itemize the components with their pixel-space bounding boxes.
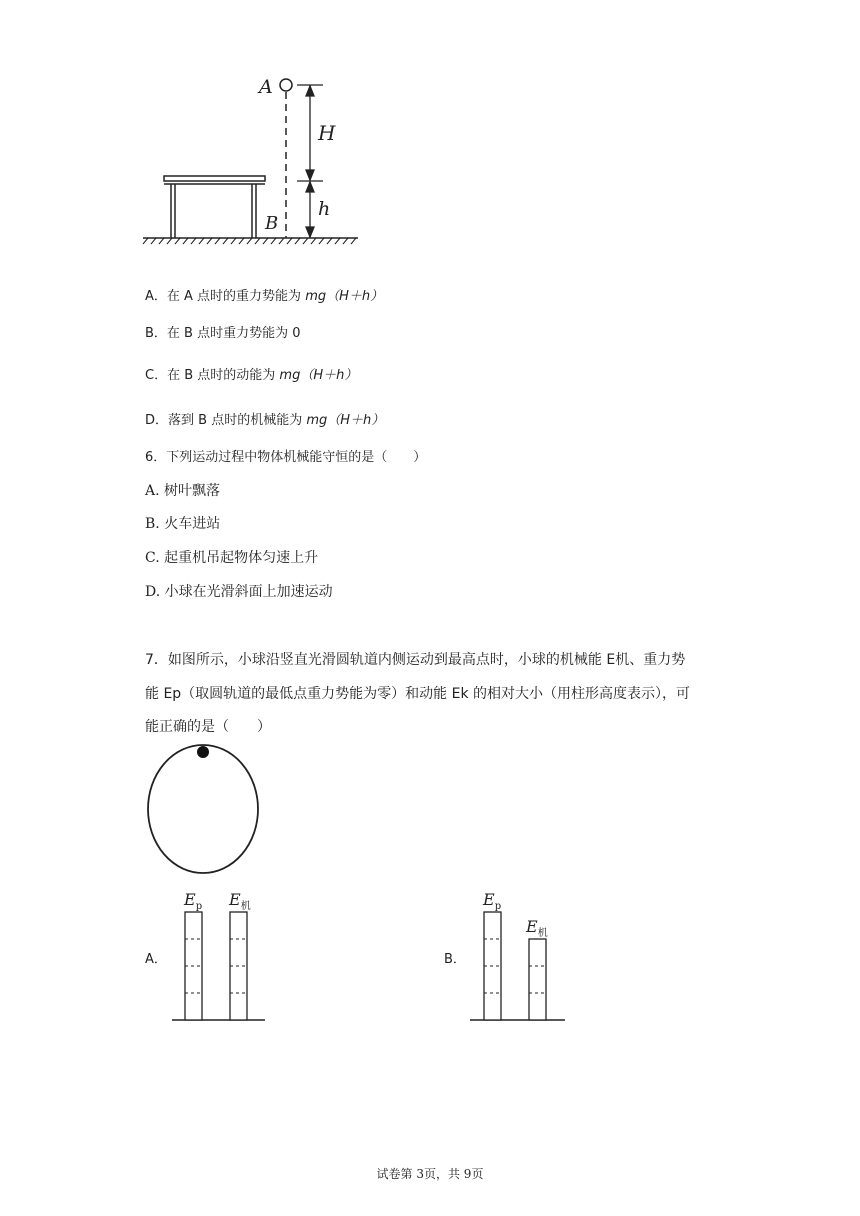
page-footer: 试卷第 3页，共 9页 [376, 1167, 484, 1181]
ball-a [280, 79, 292, 91]
falling-ball-figure [0, 0, 860, 260]
q7-option-a-label: A． [145, 952, 167, 967]
ep-sub-b: p [494, 901, 502, 912]
q5-option-a [145, 285, 383, 304]
svg-text:Ep [482, 890, 501, 912]
q5-option-d-text: D．落到 B 点时的机械能为 [145, 413, 307, 428]
q7-option-b-label: B． [444, 952, 466, 967]
q5-option-b [145, 322, 301, 341]
svg-text:E机 [525, 917, 548, 939]
q5-option-b-formula: 0 [292, 326, 301, 341]
emech-label-a: E [229, 890, 241, 909]
ep-sub-a: p [195, 901, 203, 912]
label-a: A [259, 76, 273, 98]
label-big-h: H [318, 121, 336, 145]
emech-sub-a: 机 [240, 901, 251, 912]
q5-option-c-formula: mg（H＋h） [279, 368, 358, 383]
circular-track-figure [0, 740, 300, 880]
label-small-h: h [318, 198, 331, 220]
emech-sub-b: 机 [537, 928, 548, 939]
q5-option-c [145, 364, 357, 383]
q5-option-d-formula: mg（H＋h） [306, 413, 385, 428]
q7-stem-line3: 能正确的是（ ） [145, 719, 271, 735]
ep-label-b: E [483, 890, 495, 909]
q5-option-d [145, 409, 384, 428]
q7-option-b-chart [0, 880, 700, 1030]
q5-option-b-text: B．在 B 点时重力势能为 [145, 326, 293, 341]
ball-top [197, 746, 209, 758]
q5-option-a-formula: mg（H＋h） [305, 289, 384, 304]
ep-label-a: E [184, 890, 196, 909]
table-shape [164, 176, 265, 238]
q6-stem: 6．下列运动过程中物体机械能守恒的是（ ） [145, 450, 427, 465]
q5-option-a-text: A．在 A 点时的重力势能为 [145, 289, 306, 304]
q6-option-b: B. 火车进站 [145, 516, 221, 532]
q7-stem-line2: 能 Ep（取圆轨道的最低点重力势能为零）和动能 Ek 的相对大小（用柱形高度表示），可 [145, 686, 691, 702]
q5-option-c-text: C．在 B 点时的动能为 [145, 368, 280, 383]
q6-option-d: D. 小球在光滑斜面上加速运动 [145, 584, 333, 600]
q6-option-a: A. 树叶飘落 [145, 483, 221, 499]
label-b: B [265, 213, 279, 234]
emech-label-b: E [526, 917, 538, 936]
q6-option-c: C. 起重机吊起物体匀速上升 [145, 550, 319, 566]
q7-stem-line1: 7．如图所示，小球沿竖直光滑圆轨道内侧运动到最高点时，小球的机械能 E机、重力势 [145, 652, 686, 668]
